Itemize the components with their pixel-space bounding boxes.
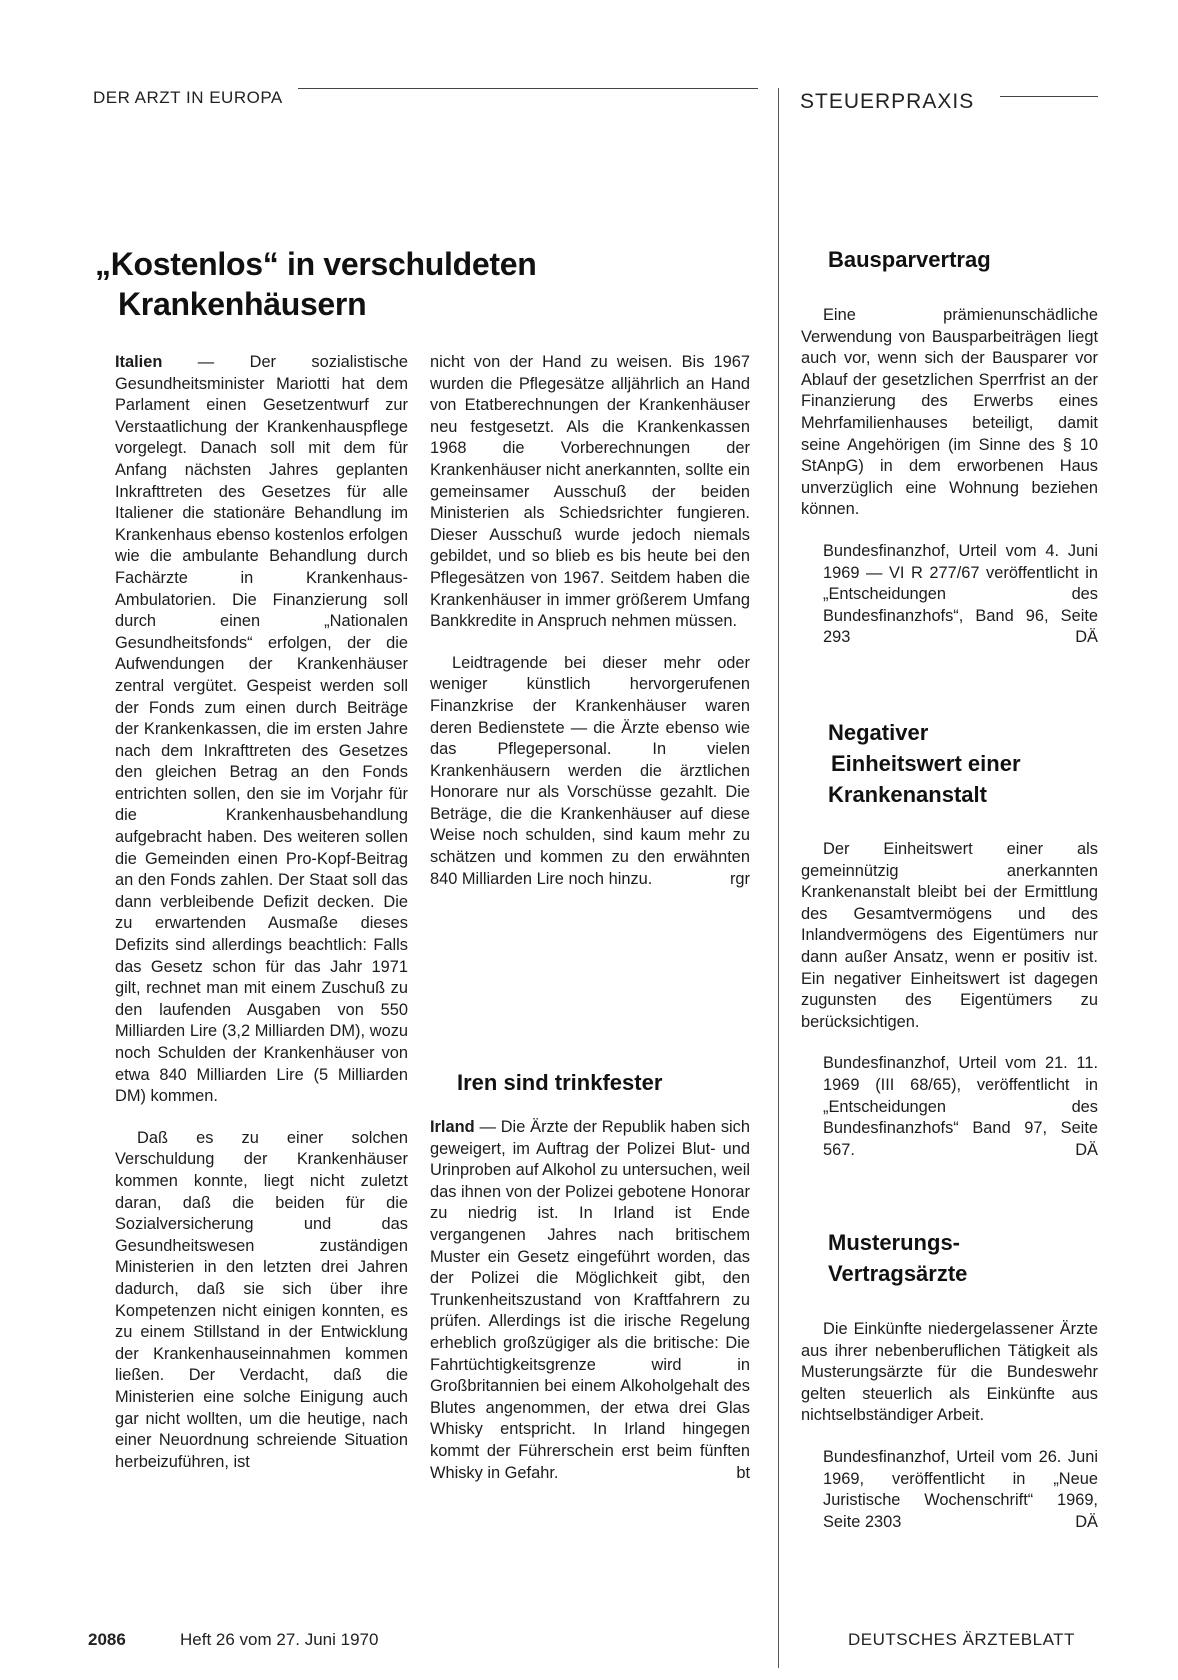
article-column-1 xyxy=(115,352,408,1473)
author-signature: DÄ xyxy=(1075,628,1098,647)
iren-heading: Iren sind trinkfester xyxy=(457,1070,663,1095)
article-column-2 xyxy=(430,352,750,890)
court-reference: Bundesfinanzhof, Urteil vom 26. Juni 1969, veröffentlicht in „Neue Juristische Wochenschrift“ 1969, Seite 2303 DÄ xyxy=(801,1447,1098,1533)
article-title xyxy=(95,244,536,324)
paragraph: Die Einkünfte niedergelassener Ärzte aus ihrer nebenberuflichen Tätigkeit als Musterungsärzte für die Bundeswehr gelten steuerlich als Einkünfte aus nichtselbständiger Arbeit. xyxy=(801,1320,1098,1425)
paragraph: Daß es zu einer solchen Verschuldung der Krankenhäuser kommen konnte, liegt nicht zuletzt daran, daß die beiden für die Sozialversicherung und das Gesundheitswesen zuständigen Ministerien in den letzten drei Jahren dadurch, daß sie sich über ihre Kompetenzen nicht einigen konnten, es zu einem Stillstand in der Entwicklung der Krankenhauseinnahmen kommen ließen. Der Verdacht, daß die Ministerien eine solche Einigung auch gar nicht wollten, um die heutige, nach einer Neuordnung schreiende Situation herbeizuführen, ist xyxy=(115,1128,408,1471)
einheitswert-heading: Negativer Einheitswert einer Krankenanstalt xyxy=(828,720,1021,807)
author-signature: rgr xyxy=(729,869,750,888)
section-label-right: STEUERPRAXIS xyxy=(800,90,975,113)
bauspar-heading: Bausparvertrag xyxy=(828,247,991,272)
lead-word: Irland xyxy=(430,1118,475,1136)
author-signature: bt xyxy=(736,1463,750,1482)
publication-name: DEUTSCHES ÄRZTEBLATT xyxy=(848,1630,1075,1649)
article-title-line2: Krankenhäusern xyxy=(118,286,367,322)
section-label-left: DER ARZT IN EUROPA xyxy=(93,88,283,107)
paragraph: Italien — Der sozialistische Gesundheitsminister Mariotti hat dem Parlament einen Gesetzentwurf zur Verstaatlichung der Krankenhauspflege vorgelegt. Danach soll mit dem für Anfang nächsten Jahres geplanten Inkrafttreten des Gesetzes für alle Italiener die stationäre Behandlung im Krankenhaus ebenso kostenlos erfolgen wie die ambulante Behandlung durch Fachärzte in Krankenhaus-Ambulatorien. Die Finanzierung soll durch einen „Nationalen Gesundheitsfonds“ erfolgen, der die Aufwendungen der Krankenhäuser zentral vergütet. Gespeist werden soll der Fonds zum einen durch Beiträge der Krankenkassen, die im ersten Jahre nach dem Inkrafttreten des Gesetzes den gleichen Betrag an den Fonds entrichten sollen, den sie im Vorjahr für die Krankenhausbehandlung aufgebracht haben. Des weiteren sollen die Gemeinden einen Pro-Kopf-Beitrag an den Fonds zahlen. Der Staat soll das dann verbleibende Defizit decken. Die zu erwartenden Ausmaße dieses Defizits sind allerdings beachtlich: Falls das Gesetz schon für das Jahr 1971 gilt, rechnet man mit einem Zuschuß zu den laufenden Ausgaben von 550 Milliarden Lire (3,2 Milliarden DM), wozu noch Schulden der Krankenhäuser von etwa 840 Milliarden Lire (5 Milliarden DM) kommen. xyxy=(115,353,408,1106)
author-signature: DÄ xyxy=(1075,1140,1098,1159)
article-title-line1: „Kostenlos“ in verschuldeten xyxy=(95,246,537,282)
paragraph: Der Einheitswert einer als gemeinnützig anerkannten Krankenanstalt bleibt bei der Ermittlung des Gesamtvermögens und des Inlandvermögens des Eigentümers nur dann außer Ansatz, wenn er positiv ist. Ein negativer Einheitswert ist dagegen zugunsten des Eigentümers zu berücksichtigen. xyxy=(801,840,1098,1031)
lead-word: Italien xyxy=(115,353,163,371)
paragraph: Irland — Die Ärzte der Republik haben sich geweigert, im Auftrag der Polizei Blut- und Urinproben auf Alkohol zu untersuchen, weil das ihnen von der Polizei gebotene Honorar zu niedrig ist. In Irland ist Ende vergangenen Jahres nach britischem Muster ein Gesetz eingeführt worden, das der Polizei die Möglichkeit gibt, den Trunkenheitszustand von Kraftfahrern zu prüfen. Allerdings ist die irische Regelung erheblich großzügiger als die britische: Die Fahrtüchtigkeitsgrenze wird in Großbritannien bei einem Alkoholgehalt des Blutes angenommen, der etwa drei Glas Whisky entspricht. In Irland hingegen kommt der Führerschein erst beim fünften Whisky in Gefahr. bt xyxy=(430,1117,750,1484)
musterung-heading: Musterungs- Vertragsärzte xyxy=(828,1230,968,1286)
paragraph: Eine prämienunschädliche Verwendung von Bausparbeiträgen liegt auch vor, wenn sich der Bausparer vor Ablauf der gesetzlichen Sperrfrist an der Finanzierung des Erwerbs eines Mehrfamilienhauses beteiligt, damit seine Angehörigen (im Sinne des § 10 StAnpG) in dem erworbenen Haus unverzüglich eine Wohnung beziehen können. xyxy=(801,306,1098,519)
court-reference: Bundesfinanzhof, Urteil vom 4. Juni 1969 — VI R 277/67 veröffentlicht in „Entscheidungen des Bundesfinanzhofs“, Band 96, Seite 293 DÄ xyxy=(801,541,1098,649)
bauspar-body xyxy=(801,305,1098,649)
author-signature: DÄ xyxy=(1075,1512,1098,1531)
page-number: 2086 xyxy=(88,1630,126,1649)
iren-article-body xyxy=(430,1117,750,1484)
issue-info: Heft 26 vom 27. Juni 1970 xyxy=(180,1630,379,1649)
court-reference: Bundesfinanzhof, Urteil vom 21. 11. 1969 (III 68/65), veröffentlicht in „Entscheidungen des Bundesfinanzhofs“ Band 97, Seite 567. DÄ xyxy=(801,1053,1098,1161)
header-rule-left xyxy=(298,88,758,89)
paragraph: Leidtragende bei dieser mehr oder weniger künstlich hervorgerufenen Finanzkrise der Krankenhäuser waren deren Bedienstete — die Ärzte ebenso wie das Pflegepersonal. In vielen Krankenhäusern werden die ärztlichen Honorare nur als Vorschüsse gezahlt. Die Beträge, die die Krankenhäuser auf diese Weise noch schulden, sind kaum mehr zu schätzen und kommen zu den erwähnten 840 Milliarden Lire noch hinzu. rgr xyxy=(430,653,750,891)
musterung-body xyxy=(801,1319,1098,1533)
header-rule-right xyxy=(1000,96,1098,97)
paragraph: nicht von der Hand zu weisen. Bis 1967 wurden die Pflegesätze alljährlich an Hand von Etatberechnungen der Krankenhäuser neu festgesetzt. Als die Krankenkassen 1968 die Vorberechnungen der Krankenhäuser nicht anerkannten, sollte ein gemeinsamer Ausschuß der beiden Ministerien als Schiedsrichter fungieren. Dieser Ausschuß wurde jedoch niemals gebildet, und so blieb es bis heute bei den Pflegesätzen von 1967. Seitdem haben die Krankenhäuser in immer größerem Umfang Bankkredite in Anspruch nehmen müssen. xyxy=(430,353,750,631)
einheitswert-body xyxy=(801,839,1098,1161)
column-divider xyxy=(778,88,779,1668)
